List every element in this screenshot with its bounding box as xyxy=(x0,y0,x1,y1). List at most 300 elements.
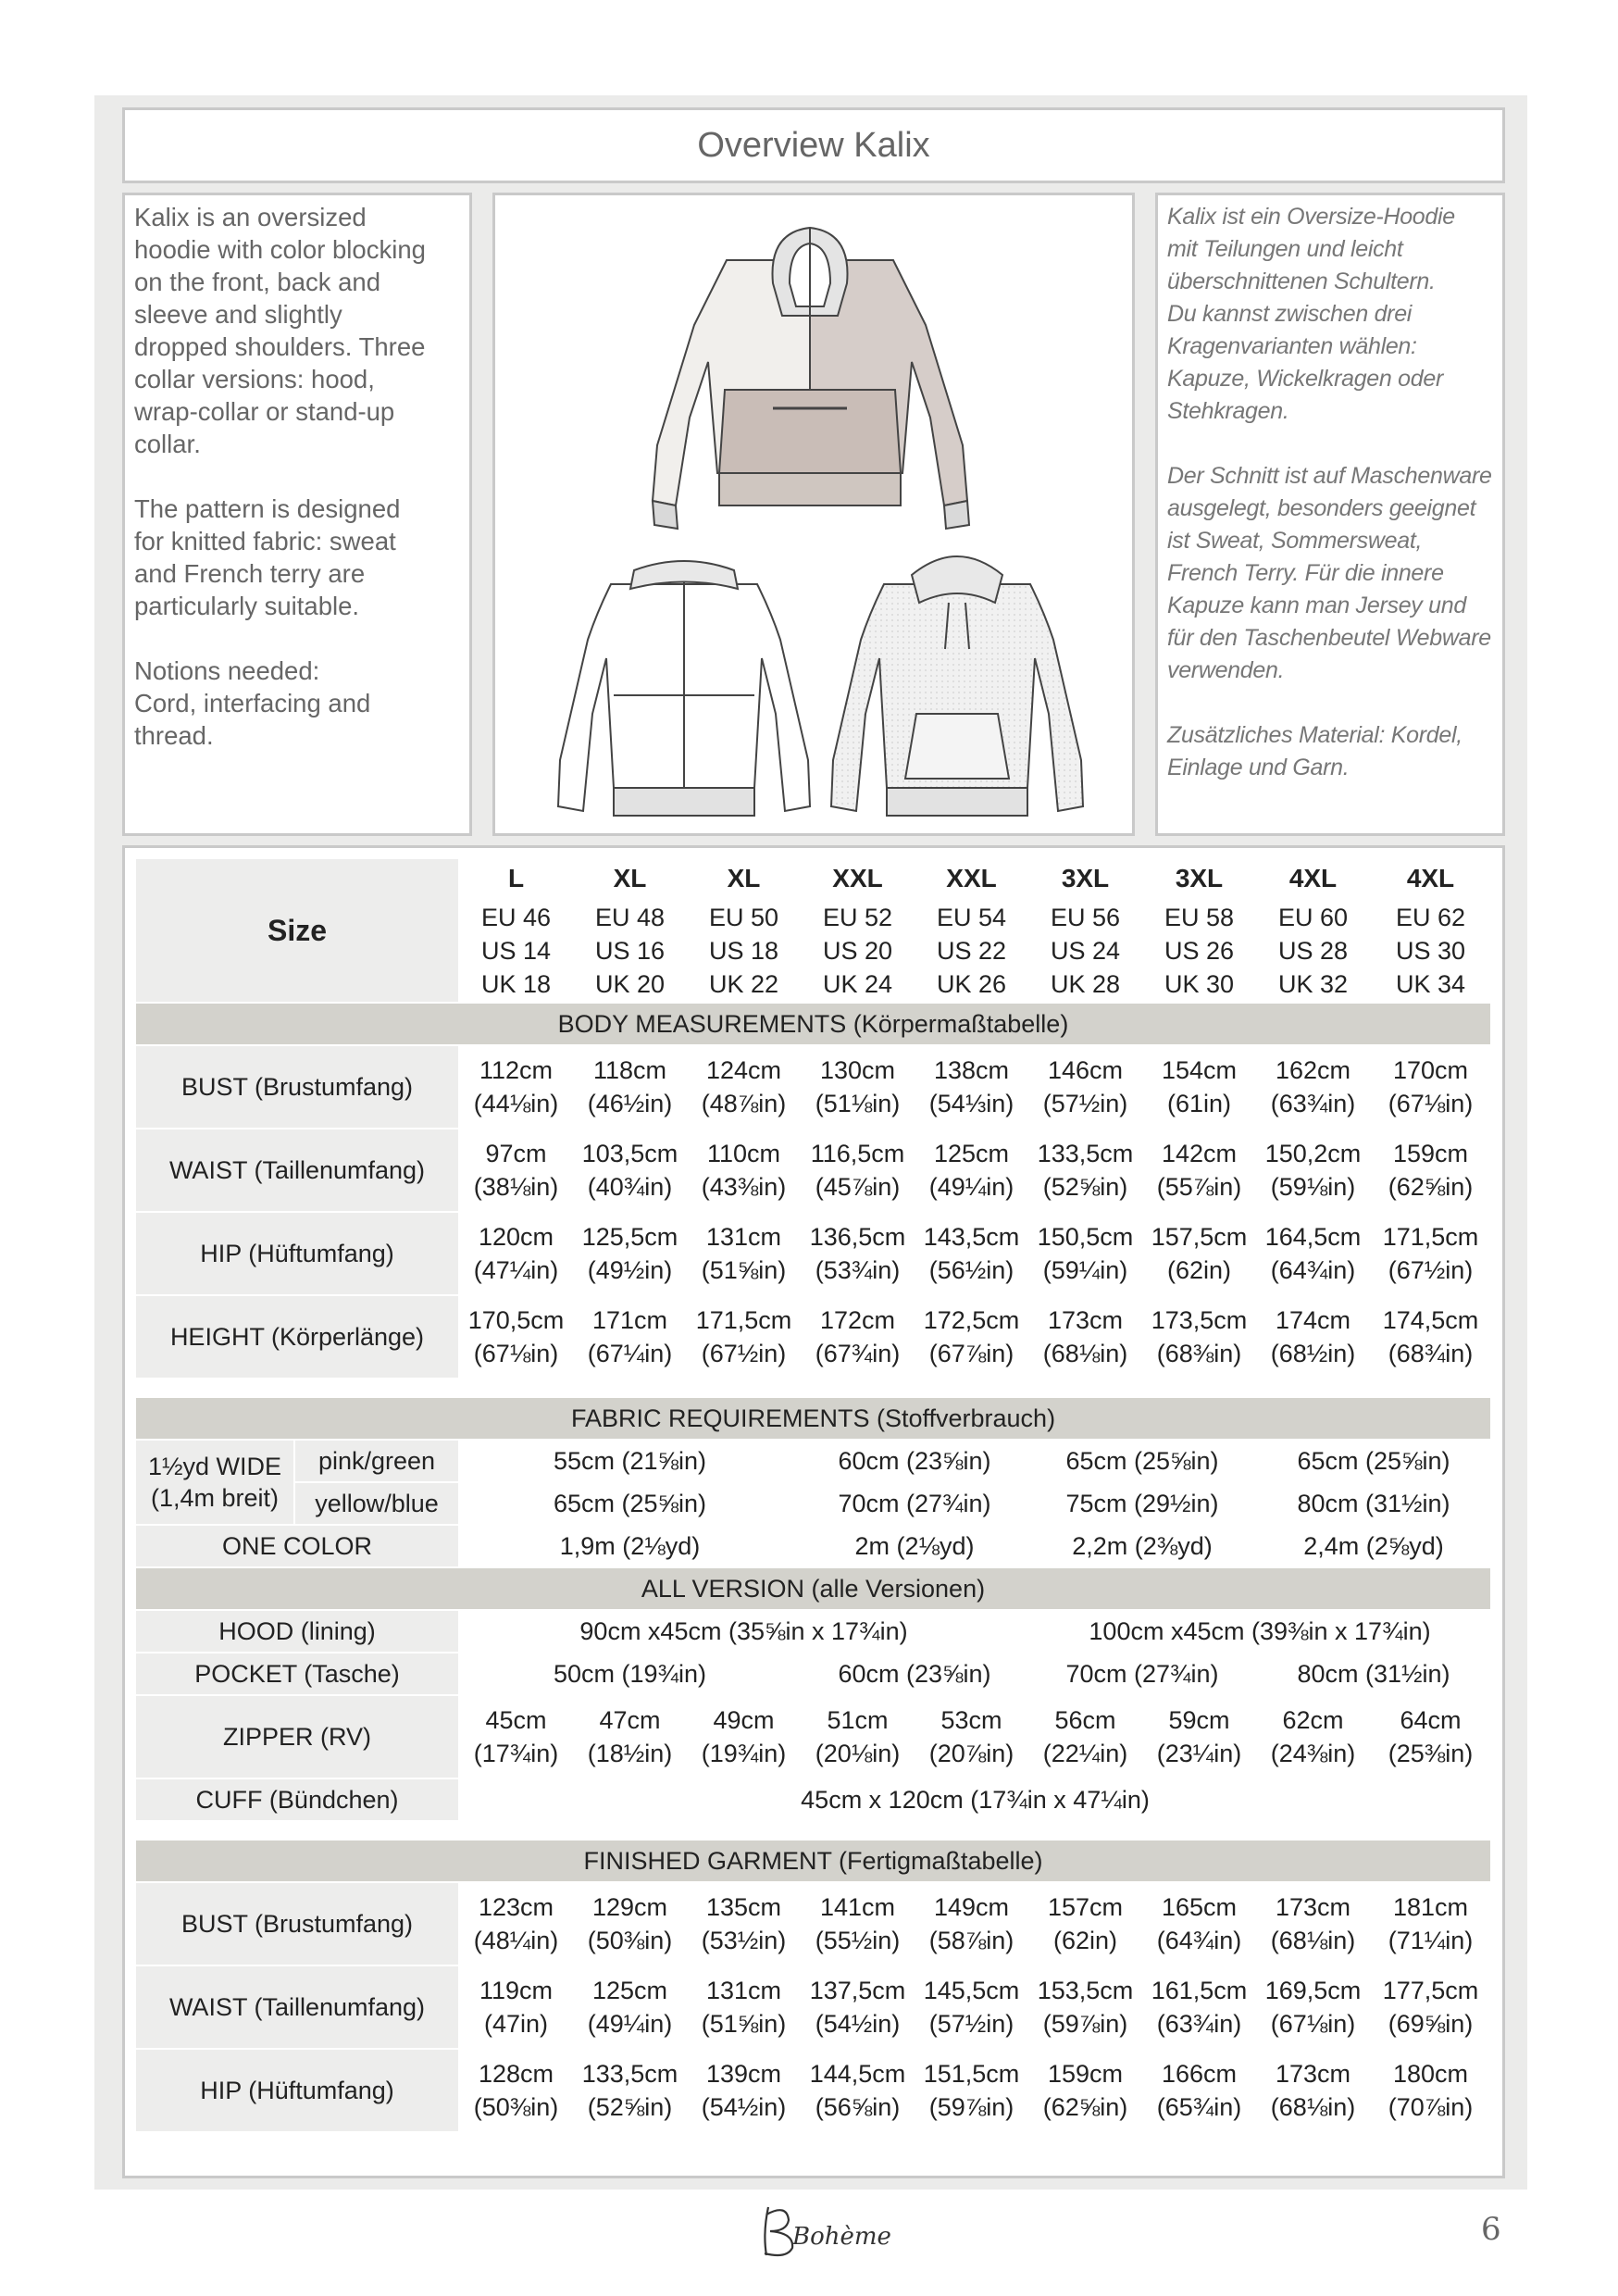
fabric-cell: 60cm (23⅝in) xyxy=(801,1440,1028,1482)
inch-value: (67¾in) xyxy=(815,1340,901,1367)
body-measurement-row xyxy=(135,1129,1491,1212)
size-conversion xyxy=(915,899,1028,1003)
cm-value: 119cm xyxy=(479,1977,554,2004)
size-header: Size xyxy=(135,858,459,1003)
cuff-label: CUFF (Bündchen) xyxy=(135,1778,459,1821)
cm-value: 143,5cm xyxy=(923,1223,1020,1251)
inch-value: (51⅝in) xyxy=(701,1256,787,1284)
gap-row xyxy=(135,1821,1491,1840)
size-code: L xyxy=(459,858,573,899)
inch-value: (68½in) xyxy=(1270,1340,1356,1367)
section-row xyxy=(135,1567,1491,1610)
inch-value: (53¾in) xyxy=(815,1256,901,1284)
us-size: US 22 xyxy=(936,937,1007,965)
cm-value: 118cm xyxy=(592,1056,667,1084)
cm-value: 51cm xyxy=(827,1706,889,1734)
eu-size: EU 48 xyxy=(594,904,666,931)
inch-value: (59⅞in) xyxy=(928,2093,1014,2121)
finished-measurement-row xyxy=(135,1965,1491,2049)
measurement-cell xyxy=(573,2049,687,2132)
pocket-cell: 80cm (31½in) xyxy=(1256,1653,1491,1695)
cm-value: 154cm xyxy=(1161,1056,1238,1084)
measurement-cell xyxy=(1370,1295,1491,1379)
fabric-cell: 75cm (29½in) xyxy=(1028,1482,1256,1525)
body-measurement-row xyxy=(135,1212,1491,1295)
cm-value: 116,5cm xyxy=(810,1140,905,1167)
size-conversion xyxy=(573,899,687,1003)
inch-value: (23¼in) xyxy=(1156,1740,1242,1767)
inch-value: (67⅛in) xyxy=(1270,2010,1356,2038)
size-conversion xyxy=(459,899,573,1003)
cm-value: 153,5cm xyxy=(1037,1977,1134,2004)
cm-value: 141cm xyxy=(819,1893,896,1921)
measurement-cell xyxy=(1142,1882,1256,1965)
fabric-cell: 70cm (27¾in) xyxy=(801,1482,1028,1525)
cm-value: 173cm xyxy=(1275,2060,1351,2088)
cm-value: 97cm xyxy=(485,1140,547,1167)
inch-value: (49½in) xyxy=(587,1256,673,1284)
cm-value: 171,5cm xyxy=(1382,1223,1479,1251)
inch-value: (45⅞in) xyxy=(815,1173,901,1201)
inch-value: (67½in) xyxy=(1388,1256,1474,1284)
row-label: HIP (Hüftumfang) xyxy=(135,2049,459,2132)
cm-value: 170,5cm xyxy=(467,1306,565,1334)
inch-value: (62⅝in) xyxy=(1042,2093,1128,2121)
fabric-row xyxy=(135,1525,1491,1567)
cm-value: 64cm xyxy=(1400,1706,1462,1734)
inch-value: (53½in) xyxy=(701,1927,787,1954)
inch-value: (56½in) xyxy=(928,1256,1014,1284)
cm-value: 125cm xyxy=(591,1977,668,2004)
measurement-cell xyxy=(573,1295,687,1379)
cm-value: 150,5cm xyxy=(1037,1223,1134,1251)
zipper-cell xyxy=(1256,1695,1370,1778)
measurement-cell xyxy=(801,1045,915,1129)
inch-value: (25⅜in) xyxy=(1388,1740,1474,1767)
inch-value: (17¾in) xyxy=(473,1740,559,1767)
cm-value: 165cm xyxy=(1161,1893,1238,1921)
inch-value: (57½in) xyxy=(1042,1090,1128,1117)
measurement-cell xyxy=(1256,2049,1370,2132)
pocket-label: POCKET (Tasche) xyxy=(135,1653,459,1695)
cm-value: 137,5cm xyxy=(809,1977,906,2004)
cm-value: 124cm xyxy=(705,1056,782,1084)
finished-garment-heading: FINISHED GARMENT (Fertigmaßtabelle) xyxy=(135,1840,1491,1882)
measurement-cell xyxy=(915,1045,1028,1129)
cm-value: 139cm xyxy=(705,2060,782,2088)
measurement-cell xyxy=(1142,1129,1256,1212)
measurement-cell xyxy=(1028,1882,1142,1965)
section-row xyxy=(135,1003,1491,1045)
cm-value: 174cm xyxy=(1275,1306,1351,1334)
cm-value: 138cm xyxy=(933,1056,1010,1084)
inch-value: (54½in) xyxy=(815,2010,901,2038)
cm-value: 172cm xyxy=(819,1306,896,1334)
measurement-cell xyxy=(801,1965,915,2049)
cm-value: 180cm xyxy=(1392,2060,1469,2088)
size-conversion xyxy=(801,899,915,1003)
measurement-cell xyxy=(573,1882,687,1965)
german-paragraph-3: Zusätzliches Material: Kordel, Einlage und Garn. xyxy=(1167,722,1462,780)
fabric-cell: 65cm (25⅝in) xyxy=(1256,1440,1491,1482)
cm-value: 145,5cm xyxy=(923,1977,1020,2004)
fabric-cell: 1,9m (2⅛yd) xyxy=(459,1525,801,1567)
inch-value: (40¾in) xyxy=(587,1173,673,1201)
measurement-cell xyxy=(459,1882,573,1965)
inch-value: (52⅝in) xyxy=(587,2093,673,2121)
measurement-cell xyxy=(1142,2049,1256,2132)
hood-cell: 100cm x45cm (39⅜in x 17¾in) xyxy=(1028,1610,1491,1653)
cm-value: 150,2cm xyxy=(1264,1140,1362,1167)
measurement-cell xyxy=(915,2049,1028,2132)
cm-value: 149cm xyxy=(933,1893,1010,1921)
cm-value: 173cm xyxy=(1275,1893,1351,1921)
uk-size: UK 26 xyxy=(936,970,1007,998)
measurement-cell xyxy=(1370,1212,1491,1295)
measurement-cell xyxy=(1370,1965,1491,2049)
measurement-cell xyxy=(687,1965,801,2049)
size-code: XXL xyxy=(915,858,1028,899)
english-paragraph-3: Notions needed: Cord, interfacing and thread. xyxy=(134,656,371,750)
uk-size: UK 18 xyxy=(480,970,552,998)
measurement-cell xyxy=(459,1295,573,1379)
us-size: US 18 xyxy=(708,937,779,965)
hood-row xyxy=(135,1610,1491,1653)
inch-value: (22¼in) xyxy=(1042,1740,1128,1767)
zipper-cell xyxy=(1370,1695,1491,1778)
inch-value: (67½in) xyxy=(701,1340,787,1367)
cm-value: 151,5cm xyxy=(923,2060,1020,2088)
size-header-row xyxy=(135,858,1491,899)
cm-value: 131cm xyxy=(705,1977,782,2004)
cm-value: 47cm xyxy=(599,1706,661,1734)
finished-measurement-row xyxy=(135,1882,1491,1965)
cm-value: 157,5cm xyxy=(1151,1223,1248,1251)
row-label: WAIST (Taillenumfang) xyxy=(135,1129,459,1212)
measurement-cell xyxy=(459,2049,573,2132)
cm-value: 62cm xyxy=(1282,1706,1344,1734)
hooded-version-sketch xyxy=(653,228,969,529)
hood-label: HOOD (lining) xyxy=(135,1610,459,1653)
inch-value: (62in) xyxy=(1052,1927,1118,1954)
measurement-cell xyxy=(1370,1129,1491,1212)
zipper-cell xyxy=(801,1695,915,1778)
uk-size: UK 30 xyxy=(1164,970,1235,998)
measurement-cell xyxy=(459,1965,573,2049)
cuff-row xyxy=(135,1778,1491,1821)
spacer xyxy=(135,1821,1491,1840)
inch-value: (54⅓in) xyxy=(928,1090,1014,1117)
cm-value: 103,5cm xyxy=(581,1140,678,1167)
finished-measurement-row xyxy=(135,2049,1491,2132)
inch-value: (47¼in) xyxy=(473,1256,559,1284)
size-code: 3XL xyxy=(1142,858,1256,899)
measurement-cell xyxy=(801,1882,915,1965)
measurement-cell xyxy=(687,1129,801,1212)
cm-value: 112cm xyxy=(479,1056,554,1084)
inch-value: (55⅞in) xyxy=(1156,1173,1242,1201)
measurement-cell xyxy=(1028,1129,1142,1212)
section-row xyxy=(135,1397,1491,1440)
cm-value: 45cm xyxy=(485,1706,547,1734)
row-label: HIP (Hüftumfang) xyxy=(135,1212,459,1295)
measurement-cell xyxy=(1028,1212,1142,1295)
inch-value: (69⅝in) xyxy=(1388,2010,1474,2038)
measurement-cell xyxy=(687,1882,801,1965)
size-conversion xyxy=(1370,899,1491,1003)
inch-value: (19¾in) xyxy=(701,1740,787,1767)
row-label: HEIGHT (Körperlänge) xyxy=(135,1295,459,1379)
page-number: 6 xyxy=(1481,2211,1501,2248)
inch-value: (64¾in) xyxy=(1156,1927,1242,1954)
eu-size: EU 62 xyxy=(1395,904,1466,931)
cm-value: 53cm xyxy=(940,1706,1002,1734)
inch-value: (65¾in) xyxy=(1156,2093,1242,2121)
cm-value: 174,5cm xyxy=(1382,1306,1479,1334)
inch-value: (61in) xyxy=(1166,1090,1232,1117)
size-code: 4XL xyxy=(1256,858,1370,899)
cm-value: 173cm xyxy=(1047,1306,1124,1334)
gap-row xyxy=(135,1379,1491,1397)
zipper-row xyxy=(135,1695,1491,1778)
measurement-cell xyxy=(459,1129,573,1212)
cm-value: 136,5cm xyxy=(809,1223,906,1251)
hood-cell: 90cm x45cm (35⅝in x 17¾in) xyxy=(459,1610,1028,1653)
size-conversion xyxy=(687,899,801,1003)
fabric-row xyxy=(135,1482,1491,1525)
us-size: US 16 xyxy=(594,937,666,965)
inch-value: (57½in) xyxy=(928,2010,1014,2038)
fabric-row xyxy=(135,1440,1491,1482)
inch-value: (59⅛in) xyxy=(1270,1173,1356,1201)
wrap-collar-version-sketch xyxy=(558,561,810,816)
cm-value: 146cm xyxy=(1047,1056,1124,1084)
inch-value: (68⅜in) xyxy=(1156,1340,1242,1367)
stand-collar-version-sketch xyxy=(831,556,1083,816)
uk-size: UK 22 xyxy=(708,970,779,998)
measurement-cell xyxy=(801,1212,915,1295)
uk-size: UK 20 xyxy=(594,970,666,998)
inch-value: (51⅝in) xyxy=(701,2010,787,2038)
inch-value: (43⅜in) xyxy=(701,1173,787,1201)
cm-value: 164,5cm xyxy=(1264,1223,1362,1251)
zipper-cell xyxy=(459,1695,573,1778)
inch-value: (68⅛in) xyxy=(1042,1340,1128,1367)
measurement-cell xyxy=(687,1295,801,1379)
inch-value: (46½in) xyxy=(587,1090,673,1117)
cm-value: 162cm xyxy=(1275,1056,1351,1084)
measurement-cell xyxy=(1256,1212,1370,1295)
pink-green-label: pink/green xyxy=(294,1440,459,1482)
cm-value: 177,5cm xyxy=(1382,1977,1479,2004)
measurement-cell xyxy=(573,1045,687,1129)
inch-value: (47in) xyxy=(483,2010,549,2038)
measurement-cell xyxy=(1142,1045,1256,1129)
inch-value: (50⅜in) xyxy=(587,1927,673,1954)
fabric-cell: 65cm (25⅝in) xyxy=(459,1482,801,1525)
zipper-cell xyxy=(573,1695,687,1778)
cm-value: 166cm xyxy=(1161,2060,1238,2088)
zipper-cell xyxy=(1142,1695,1256,1778)
fabric-width-label: 1½yd WIDE (1,4m breit) xyxy=(135,1440,294,1525)
inch-value: (62⅝in) xyxy=(1388,1173,1474,1201)
cm-value: 173,5cm xyxy=(1151,1306,1248,1334)
english-paragraph-2: The pattern is designed for knitted fabric: sweat and French terry are particularly suitable. xyxy=(134,494,401,620)
row-label: WAIST (Taillenumfang) xyxy=(135,1965,459,2049)
measurement-cell xyxy=(1256,1045,1370,1129)
eu-size: EU 46 xyxy=(480,904,552,931)
eu-size: EU 60 xyxy=(1277,904,1349,931)
us-size: US 30 xyxy=(1395,937,1466,965)
cm-value: 125,5cm xyxy=(581,1223,678,1251)
fabric-requirements-heading: FABRIC REQUIREMENTS (Stoffverbrauch) xyxy=(135,1397,1491,1440)
us-size: US 24 xyxy=(1050,937,1121,965)
cm-value: 133,5cm xyxy=(581,2060,678,2088)
measurement-cell xyxy=(1028,2049,1142,2132)
body-measurements-heading: BODY MEASUREMENTS (Körpermaßtabelle) xyxy=(135,1003,1491,1045)
eu-size: EU 50 xyxy=(708,904,779,931)
cm-value: 171cm xyxy=(591,1306,668,1334)
size-code: XXL xyxy=(801,858,915,899)
measurement-cell xyxy=(801,2049,915,2132)
cuff-cell: 45cm x 120cm (17¾in x 47¼in) xyxy=(459,1778,1491,1821)
one-color-label: ONE COLOR xyxy=(135,1525,459,1567)
cm-value: 49cm xyxy=(713,1706,775,1734)
fabric-cell: 2,2m (2⅜yd) xyxy=(1028,1525,1256,1567)
zipper-cell xyxy=(915,1695,1028,1778)
measurement-cell xyxy=(1370,1882,1491,1965)
measurement-cell xyxy=(687,2049,801,2132)
inch-value: (48¼in) xyxy=(473,1927,559,1954)
measurement-cell xyxy=(915,1295,1028,1379)
inch-value: (59⅞in) xyxy=(1042,2010,1128,2038)
measurement-cell xyxy=(1028,1965,1142,2049)
measurement-table xyxy=(134,857,1492,2133)
pocket-cell: 70cm (27¾in) xyxy=(1028,1653,1256,1695)
inch-value: (51⅛in) xyxy=(815,1090,901,1117)
zipper-cell xyxy=(687,1695,801,1778)
inch-value: (67⅛in) xyxy=(1388,1090,1474,1117)
cm-value: 131cm xyxy=(705,1223,782,1251)
size-code: 3XL xyxy=(1028,858,1142,899)
cm-value: 142cm xyxy=(1161,1140,1238,1167)
inch-value: (64¾in) xyxy=(1270,1256,1356,1284)
size-code: XL xyxy=(573,858,687,899)
inch-value: (68⅛in) xyxy=(1270,2093,1356,2121)
inch-value: (44⅛in) xyxy=(473,1090,559,1117)
size-conversion xyxy=(1028,899,1142,1003)
cm-value: 172,5cm xyxy=(923,1306,1020,1334)
inch-value: (50⅜in) xyxy=(473,2093,559,2121)
fabric-cell: 80cm (31½in) xyxy=(1256,1482,1491,1525)
inch-value: (24⅜in) xyxy=(1270,1740,1356,1767)
english-description xyxy=(122,193,472,836)
pocket-row xyxy=(135,1653,1491,1695)
uk-size: UK 34 xyxy=(1395,970,1466,998)
measurement-cell xyxy=(915,1965,1028,2049)
inch-value: (63¾in) xyxy=(1156,2010,1242,2038)
us-size: US 14 xyxy=(480,937,552,965)
fabric-cell: 2m (2⅛yd) xyxy=(801,1525,1028,1567)
measurement-cell xyxy=(1142,1965,1256,2049)
pocket-cell: 50cm (19¾in) xyxy=(459,1653,801,1695)
german-description xyxy=(1155,193,1505,836)
page-title xyxy=(122,107,1505,183)
measurement-cell xyxy=(1142,1295,1256,1379)
measurement-cell xyxy=(687,1045,801,1129)
zipper-label: ZIPPER (RV) xyxy=(135,1695,459,1778)
spacer xyxy=(135,1379,1491,1397)
measurement-cell xyxy=(573,1212,687,1295)
measurement-cell xyxy=(1142,1212,1256,1295)
logo-text: Bohème xyxy=(792,2223,891,2251)
measurement-cell xyxy=(573,1965,687,2049)
inch-value: (52⅝in) xyxy=(1042,1173,1128,1201)
inch-value: (68¾in) xyxy=(1388,1340,1474,1367)
uk-size: UK 28 xyxy=(1050,970,1121,998)
measurement-cell xyxy=(915,1129,1028,1212)
us-size: US 20 xyxy=(822,937,893,965)
inch-value: (55½in) xyxy=(815,1927,901,1954)
inch-value: (67¼in) xyxy=(587,1340,673,1367)
eu-size: EU 56 xyxy=(1050,904,1121,931)
cm-value: 181cm xyxy=(1392,1893,1469,1921)
english-paragraph-1: Kalix is an oversized hoodie with color blocking on the front, back and sleeve and slightly dropped shoulders. Three collar versions: hood, wrap-collar or stand-up collar. xyxy=(134,203,426,458)
cm-value: 123cm xyxy=(478,1893,554,1921)
inch-value: (59¼in) xyxy=(1042,1256,1128,1284)
inch-value: (67⅞in) xyxy=(928,1340,1014,1367)
hoodie-sketches xyxy=(495,195,1132,833)
measurement-cell xyxy=(1028,1045,1142,1129)
inch-value: (56⅝in) xyxy=(815,2093,901,2121)
cm-value: 130cm xyxy=(819,1056,896,1084)
inch-value: (71¼in) xyxy=(1388,1927,1474,1954)
german-paragraph-2: Der Schnitt ist auf Maschenware ausgelegt, besonders geeignet ist Sweat, Sommersweat, French Terry. Für die innere Kapuze kann man Jersey und für den Taschenbeutel Webware verwenden. xyxy=(1167,463,1492,683)
measurement-cell xyxy=(915,1212,1028,1295)
boheme-logo xyxy=(750,2196,891,2270)
measurement-cell xyxy=(1370,2049,1491,2132)
inch-value: (63¾in) xyxy=(1270,1090,1356,1117)
cm-value: 170cm xyxy=(1392,1056,1469,1084)
size-code: 4XL xyxy=(1370,858,1491,899)
measurement-cell xyxy=(1370,1045,1491,1129)
cm-value: 59cm xyxy=(1168,1706,1230,1734)
cm-value: 120cm xyxy=(478,1223,554,1251)
measurement-cell xyxy=(687,1212,801,1295)
inch-value: (49¼in) xyxy=(928,1173,1014,1201)
cm-value: 128cm xyxy=(478,2060,554,2088)
inch-value: (20⅛in) xyxy=(815,1740,901,1767)
measurement-cell xyxy=(1256,1965,1370,2049)
body-measurement-row xyxy=(135,1295,1491,1379)
fabric-cell: 65cm (25⅝in) xyxy=(1028,1440,1256,1482)
garment-illustrations xyxy=(492,193,1135,836)
title-text: Overview Kalix xyxy=(697,125,930,165)
inch-value: (70⅞in) xyxy=(1388,2093,1474,2121)
cm-value: 159cm xyxy=(1392,1140,1469,1167)
inch-value: (49¼in) xyxy=(587,2010,673,2038)
cm-value: 56cm xyxy=(1054,1706,1116,1734)
measurement-cell xyxy=(915,1882,1028,1965)
section-row xyxy=(135,1840,1491,1882)
inch-value: (20⅞in) xyxy=(928,1740,1014,1767)
uk-size: UK 24 xyxy=(822,970,893,998)
body-measurement-row xyxy=(135,1045,1491,1129)
cm-value: 159cm xyxy=(1047,2060,1124,2088)
inch-value: (68⅛in) xyxy=(1270,1927,1356,1954)
size-conversion xyxy=(1256,899,1370,1003)
measurement-cell xyxy=(801,1129,915,1212)
